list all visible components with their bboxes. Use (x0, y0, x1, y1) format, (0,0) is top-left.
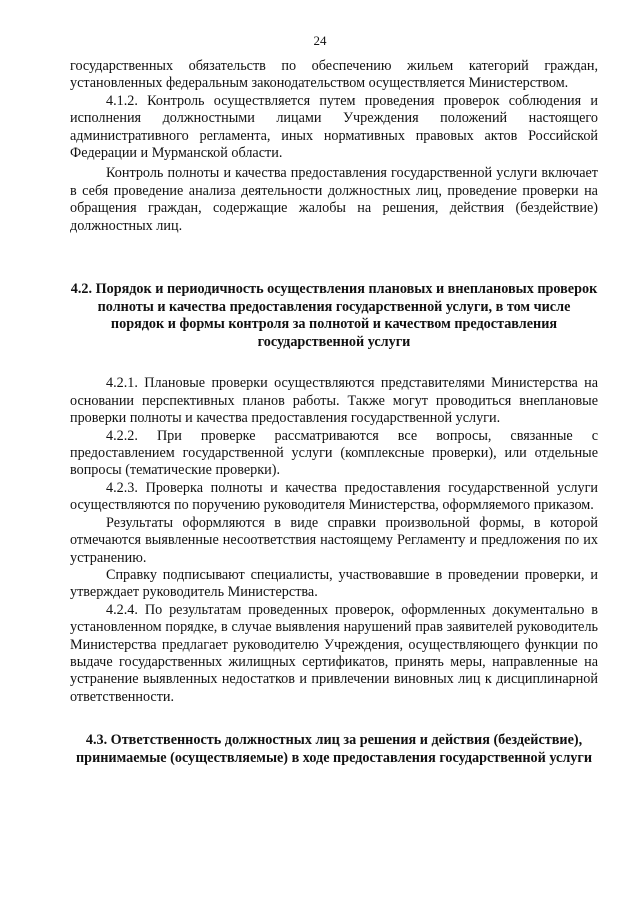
paragraph-4-1-2: 4.1.2. Контроль осуществляется путем проведения проверок соблюдения и исполнения должностными лицами Учреждения положений настоящего административного регламента, иных нормативных правовых актов Российской Федерации и Мурманской области. (70, 92, 598, 162)
paragraph-4-2-4: 4.2.4. По результатам проведенных проверок, оформленных документально в установленном порядке, в случае выявления нарушений прав заявителей руководитель Министерства предлагает руководителю Учреждения, осуществляющего функции по выдаче государственных жилищных сертификатов, принять меры, направленные на устранение выявленных недостатков и привлечении виновных лиц к дисциплинарной ответственности. (70, 601, 598, 705)
paragraph-4-2-3: 4.2.3. Проверка полноты и качества предоставления государственной услуги осуществляются по поручению руководителя Министерства, оформляемого приказом. (70, 479, 598, 514)
paragraph-control-scope: Контроль полноты и качества предоставления государственной услуги включает в себя проведение анализа деятельности должностных лиц, проведение проверки на обращения граждан, содержащие жалобы на решения, действия (бездействие) должностных лиц. (70, 165, 598, 234)
page-number: 24 (313, 33, 327, 48)
paragraph-4-2-1: 4.2.1. Плановые проверки осуществляются представителями Министерства на основании перспективных планов работы. Также могут проводиться внеплановые проверки полноты и качества предоставления государственной услуги. (70, 375, 598, 427)
paragraph-4-2-2: 4.2.2. При проверке рассматриваются все вопросы, связанные с предоставлением государственной услуги (комплексные проверки), или отдельные вопросы (тематические проверки). (70, 427, 598, 479)
paragraph-results: Результаты оформляются в виде справки произвольной формы, в которой отмечаются выявленные несоответствия настоящему Регламенту и предложения по их устранению. (70, 514, 598, 566)
paragraph-signing: Справку подписывают специалисты, участвовавшие в проведении проверки, и утверждает руководитель Министерства. (70, 566, 598, 601)
paragraph-continuation: государственных обязательств по обеспечению жильем категорий граждан, установленных федеральным законодательством осуществляется Министерством. (70, 58, 598, 92)
section-heading-4-2: 4.2. Порядок и периодичность осуществления плановых и внеплановых проверок полноты и качества предоставления государственной услуги, в том числе порядок и формы контроля за полнотой и качеством предоставления государственной услуги (70, 281, 598, 350)
document-body (70, 58, 598, 767)
section-heading-4-3: 4.3. Ответственность должностных лиц за решения и действия (бездействие), принимаемые (осуществляемые) в ходе предоставления государственной услуги (76, 732, 592, 766)
